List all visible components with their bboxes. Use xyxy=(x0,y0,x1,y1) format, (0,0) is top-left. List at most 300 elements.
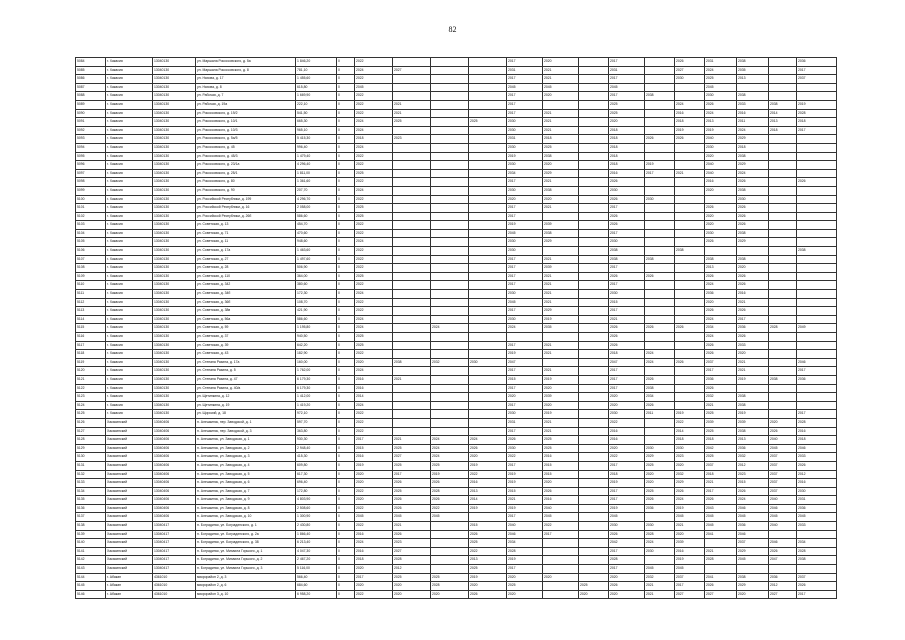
table-cell: 2034 xyxy=(645,393,675,402)
table-cell: 2027 xyxy=(393,453,431,462)
table-cell: Хакасинский xyxy=(106,427,153,436)
table-cell: 0 xyxy=(337,324,355,333)
table-cell: 13040130 xyxy=(153,178,196,187)
table-cell: 0 xyxy=(337,126,355,135)
table-cell: 1 866,40 xyxy=(296,530,337,539)
table-cell: г. Хакасия xyxy=(106,135,153,144)
table-cell: 2024 xyxy=(431,444,469,453)
table-cell xyxy=(675,272,705,281)
table-cell: 5121 xyxy=(76,375,106,384)
table-cell: 2019 xyxy=(469,504,507,513)
table-cell xyxy=(645,367,675,376)
table-cell xyxy=(579,238,609,247)
table-cell: 2026 xyxy=(705,272,737,281)
table-cell: г. Хакасия xyxy=(106,324,153,333)
table-cell: 2026 xyxy=(609,195,645,204)
table-cell: 2029 xyxy=(543,238,579,247)
table-cell: ул. Советская, д. 342 xyxy=(196,281,296,290)
table-row xyxy=(76,324,837,333)
table-cell: 2022 xyxy=(355,281,393,290)
table-cell: 2021 xyxy=(675,169,705,178)
table-cell: 2031 xyxy=(507,418,543,427)
table-cell: 0 xyxy=(337,238,355,247)
table-cell: 2030 xyxy=(645,547,675,556)
table-cell xyxy=(705,247,737,256)
table-cell: 2026 xyxy=(393,504,431,513)
table-cell xyxy=(431,298,469,307)
table-cell: 13040406 xyxy=(153,496,196,505)
table-cell: 13040417 xyxy=(153,530,196,539)
table-cell: 2026 xyxy=(609,272,645,281)
table-cell: 2025 xyxy=(393,461,431,470)
table-cell: 5094 xyxy=(76,143,106,152)
table-cell: 2031 xyxy=(797,496,837,505)
table-cell: 0 xyxy=(337,556,355,565)
table-cell: 2030 xyxy=(645,195,675,204)
table-cell xyxy=(645,556,675,565)
table-cell xyxy=(393,169,431,178)
table-cell: 2026 xyxy=(393,496,431,505)
table-cell: 2030 xyxy=(675,444,705,453)
table-cell: 6 179,30 xyxy=(296,375,337,384)
table-cell: 364,00 xyxy=(296,272,337,281)
table-cell: 0 xyxy=(337,504,355,513)
table-cell: 2019 xyxy=(469,573,507,582)
table-cell xyxy=(579,212,609,221)
table-cell xyxy=(393,324,431,333)
table-cell xyxy=(393,204,431,213)
table-cell: 2020 xyxy=(507,573,543,582)
table-cell xyxy=(737,565,769,574)
table-cell xyxy=(769,290,797,299)
table-cell: 0 xyxy=(337,307,355,316)
table-row xyxy=(76,143,837,152)
table-cell: Хакасинский xyxy=(106,418,153,427)
table-cell: 2020 xyxy=(769,418,797,427)
table-cell xyxy=(469,238,507,247)
table-cell xyxy=(769,333,797,342)
table-cell: 5146 xyxy=(76,590,106,599)
table-cell: ул. Рокоссовского, д. 90 xyxy=(196,186,296,195)
table-cell: 2016 xyxy=(543,496,579,505)
table-cell: 2026 xyxy=(705,582,737,591)
table-cell: 5104 xyxy=(76,229,106,238)
table-cell: 2026 xyxy=(737,281,769,290)
table-cell: ул. Степана Разина, д. 5 xyxy=(196,367,296,376)
table-cell: 182,90 xyxy=(296,350,337,359)
table-cell: 2026 xyxy=(645,401,675,410)
table-row xyxy=(76,350,837,359)
table-cell: 2011 xyxy=(737,118,769,127)
table-cell xyxy=(769,169,797,178)
table-cell xyxy=(431,161,469,170)
table-cell xyxy=(393,393,431,402)
table-cell xyxy=(579,504,609,513)
table-cell: 2030 xyxy=(507,315,543,324)
table-cell xyxy=(645,186,675,195)
table-cell: 5089 xyxy=(76,100,106,109)
table-cell: 2032 xyxy=(675,470,705,479)
table-cell: 506,90 xyxy=(296,264,337,273)
table-cell xyxy=(431,565,469,574)
table-cell: 5086 xyxy=(76,75,106,84)
table-cell: Хакасинский xyxy=(106,565,153,574)
table-cell: 13040130 xyxy=(153,100,196,109)
table-cell: 2036 xyxy=(769,573,797,582)
table-row xyxy=(76,272,837,281)
table-cell xyxy=(579,341,609,350)
table-row xyxy=(76,556,837,565)
table-cell: 2021 xyxy=(705,547,737,556)
table-cell: 948,60 xyxy=(296,238,337,247)
table-cell: п. Боградинск, ул. Михаила Горького, д. 3 xyxy=(196,565,296,574)
table-cell: 2027 xyxy=(705,590,737,599)
table-cell xyxy=(579,221,609,230)
table-cell: 2022 xyxy=(609,453,645,462)
table-cell xyxy=(393,247,431,256)
table-cell xyxy=(579,565,609,574)
table-cell: Хакасинский xyxy=(106,436,153,445)
table-cell: п. Алешкинск, ул. Заводская, д. 2 xyxy=(196,444,296,453)
table-cell: 5128 xyxy=(76,436,106,445)
table-cell: 2021 xyxy=(675,522,705,531)
table-cell: 2024 xyxy=(469,436,507,445)
table-cell: 2015 xyxy=(355,444,393,453)
table-cell xyxy=(737,384,769,393)
table-cell: 2015 xyxy=(469,522,507,531)
table-cell: п. Алешкинск, пер. Заводской, д. 1 xyxy=(196,418,296,427)
table-cell xyxy=(393,58,431,67)
table-cell: 2018 xyxy=(609,470,645,479)
table-row xyxy=(76,530,837,539)
table-cell: 2019 xyxy=(737,375,769,384)
table-cell: 2013 xyxy=(705,118,737,127)
table-cell: 4 047,30 xyxy=(296,547,337,556)
table-cell: 0 xyxy=(337,384,355,393)
table-cell: 2030 xyxy=(645,444,675,453)
table-cell: 4361010 xyxy=(153,590,196,599)
table-cell xyxy=(543,547,579,556)
table-cell xyxy=(393,281,431,290)
table-cell: 2016 xyxy=(355,530,393,539)
table-cell: 0 xyxy=(337,109,355,118)
table-cell: 0 xyxy=(337,401,355,410)
table-cell: 2043 xyxy=(705,504,737,513)
table-cell: 2026 xyxy=(797,178,837,187)
table-cell xyxy=(579,496,609,505)
table-cell: 2038 xyxy=(737,229,769,238)
table-cell: 2037 xyxy=(769,487,797,496)
table-cell: 13040130 xyxy=(153,126,196,135)
table-cell: 1 669,90 xyxy=(296,92,337,101)
table-cell: 2026 xyxy=(609,341,645,350)
table-cell: 2022 xyxy=(355,590,393,599)
table-cell: 0 xyxy=(337,272,355,281)
table-cell: 2018 xyxy=(609,126,645,135)
table-cell xyxy=(579,436,609,445)
table-cell xyxy=(675,393,705,402)
table-cell: 2046 xyxy=(507,530,543,539)
table-cell xyxy=(431,126,469,135)
table-cell xyxy=(769,66,797,75)
table-cell xyxy=(769,565,797,574)
table-cell xyxy=(579,513,609,522)
table-cell xyxy=(645,341,675,350)
table-cell: п. Боградинск, ул. Михаила Горького, д. 2 xyxy=(196,556,296,565)
table-cell: 13040130 xyxy=(153,307,196,316)
table-cell: 5088 xyxy=(76,92,106,101)
table-cell: 5109 xyxy=(76,272,106,281)
table-cell: 940,50 xyxy=(296,333,337,342)
table-cell: 2020 xyxy=(543,58,579,67)
table-cell: 2038 xyxy=(737,401,769,410)
table-cell xyxy=(469,341,507,350)
table-cell: 2017 xyxy=(797,126,837,135)
table-cell xyxy=(579,547,609,556)
table-cell: 172,80 xyxy=(296,487,337,496)
table-cell: 2025 xyxy=(469,118,507,127)
table-cell: 965,10 xyxy=(296,126,337,135)
table-cell: 5106 xyxy=(76,247,106,256)
table-cell: г. Хакасия xyxy=(106,350,153,359)
table-cell: 2036 xyxy=(737,324,769,333)
table-cell: 2017 xyxy=(507,401,543,410)
table-cell: 2021 xyxy=(737,358,769,367)
table-cell xyxy=(579,109,609,118)
table-cell xyxy=(431,522,469,531)
table-cell: 665,30 xyxy=(296,118,337,127)
table-cell xyxy=(431,247,469,256)
table-cell: 2024 xyxy=(355,126,393,135)
table-cell: 5098 xyxy=(76,178,106,187)
table-cell xyxy=(675,333,705,342)
table-cell: г. Хакасия xyxy=(106,118,153,127)
table-cell: 2021 xyxy=(645,582,675,591)
table-cell: 2021 xyxy=(737,367,769,376)
table-cell: г. Хакасия xyxy=(106,109,153,118)
table-cell: Хакасинский xyxy=(106,547,153,556)
table-cell: 2017 xyxy=(507,272,543,281)
table-cell xyxy=(769,212,797,221)
table-cell: 2025 xyxy=(543,436,579,445)
table-cell: 13040130 xyxy=(153,83,196,92)
table-cell: 2016 xyxy=(705,178,737,187)
table-cell xyxy=(431,212,469,221)
table-cell: 5084 xyxy=(76,58,106,67)
table-cell: 2017 xyxy=(507,461,543,470)
table-cell: 2024 xyxy=(355,66,393,75)
table-cell: 5140 xyxy=(76,539,106,548)
table-cell: 2016 xyxy=(355,384,393,393)
table-cell: 380,60 xyxy=(296,281,337,290)
table-row xyxy=(76,135,837,144)
table-cell: 0 xyxy=(337,161,355,170)
table-cell: 2025 xyxy=(469,565,507,574)
table-cell: ул. Советская, д. 34б xyxy=(196,290,296,299)
table-cell: 13040130 xyxy=(153,341,196,350)
table-cell: п. Алешкинск, ул. Заводская, д. 7 xyxy=(196,487,296,496)
table-cell xyxy=(645,75,675,84)
table-row xyxy=(76,126,837,135)
table-cell: г. Хакасия xyxy=(106,186,153,195)
table-cell xyxy=(797,281,837,290)
table-cell: 2013 xyxy=(469,556,507,565)
table-cell: ул. Рокоссовского, д. 25/1 xyxy=(196,169,296,178)
table-cell: 2021 xyxy=(543,272,579,281)
table-cell: ул. Советская, д. 28 xyxy=(196,264,296,273)
table-cell: 13040130 xyxy=(153,169,196,178)
table-cell: 0 xyxy=(337,418,355,427)
table-cell: Хакасинский xyxy=(106,539,153,548)
table-cell: 2022 xyxy=(355,264,393,273)
table-cell: 13040130 xyxy=(153,375,196,384)
table-cell xyxy=(769,358,797,367)
table-cell: 2036 xyxy=(645,504,675,513)
table-cell: 2039 xyxy=(543,264,579,273)
table-cell xyxy=(645,238,675,247)
table-cell xyxy=(579,315,609,324)
table-cell: 2045 xyxy=(609,513,645,522)
table-cell: 2028 xyxy=(705,556,737,565)
table-row xyxy=(76,100,837,109)
table-cell: 2022 xyxy=(355,100,393,109)
table-cell: 13040130 xyxy=(153,281,196,290)
table-cell: 2024 xyxy=(737,126,769,135)
table-cell: 2017 xyxy=(609,307,645,316)
table-cell xyxy=(393,75,431,84)
table-cell: 2021 xyxy=(609,315,645,324)
table-cell xyxy=(797,333,837,342)
table-cell: 2020 xyxy=(609,393,645,402)
table-cell xyxy=(431,169,469,178)
table-cell xyxy=(469,109,507,118)
table-cell xyxy=(393,401,431,410)
table-cell: г. Хакасия xyxy=(106,333,153,342)
table-cell: 2022 xyxy=(355,195,393,204)
table-cell: 2022 xyxy=(355,229,393,238)
table-cell: 2026 xyxy=(431,479,469,488)
table-cell: 2019 xyxy=(543,375,579,384)
table-cell: 2030 xyxy=(609,186,645,195)
table-cell: 2013 xyxy=(769,118,797,127)
table-cell: 0 xyxy=(337,487,355,496)
table-cell: 2017 xyxy=(609,496,645,505)
table-cell: 2031 xyxy=(507,66,543,75)
table-cell: 2034 xyxy=(797,539,837,548)
table-cell: г. Хакасия xyxy=(106,315,153,324)
table-cell: 2017 xyxy=(507,212,543,221)
table-cell xyxy=(393,161,431,170)
table-row xyxy=(76,418,837,427)
table-cell: 2037 xyxy=(797,573,837,582)
table-cell: 2011 xyxy=(645,410,675,419)
table-cell xyxy=(431,204,469,213)
table-cell: 2038 xyxy=(737,573,769,582)
table-cell: 2045 xyxy=(543,83,579,92)
table-cell: 2036 xyxy=(797,504,837,513)
table-cell: 2036 xyxy=(737,444,769,453)
table-cell: 2031 xyxy=(705,58,737,67)
table-cell: 2045 xyxy=(507,229,543,238)
table-cell: 2047 xyxy=(507,358,543,367)
table-cell: 2017 xyxy=(507,565,543,574)
table-cell: ул. Рокоссовского, д. 45 xyxy=(196,143,296,152)
table-cell xyxy=(645,315,675,324)
table-cell xyxy=(797,221,837,230)
table-cell: 2045 xyxy=(355,513,393,522)
table-cell: 2030 xyxy=(507,186,543,195)
table-cell xyxy=(675,341,705,350)
table-cell: 2039 xyxy=(543,393,579,402)
table-cell xyxy=(469,324,507,333)
table-cell: ул. Советская, д. 59 xyxy=(196,324,296,333)
table-cell: 2022 xyxy=(355,487,393,496)
table-cell: 2045 xyxy=(543,513,579,522)
table-cell: 2026 xyxy=(393,479,431,488)
table-cell: 2026 xyxy=(769,427,797,436)
table-cell: 2021 xyxy=(645,590,675,599)
table-cell xyxy=(645,178,675,187)
table-cell: 2024 xyxy=(705,66,737,75)
table-cell: 2030 xyxy=(609,410,645,419)
table-cell: 1 762,00 xyxy=(296,367,337,376)
table-cell xyxy=(469,212,507,221)
table-cell xyxy=(579,118,609,127)
table-cell: 5123 xyxy=(76,393,106,402)
table-cell xyxy=(579,427,609,436)
table-cell: 2016 xyxy=(355,453,393,462)
table-row xyxy=(76,479,837,488)
table-cell xyxy=(469,418,507,427)
table-cell: 2037 xyxy=(769,461,797,470)
table-cell xyxy=(797,238,837,247)
table-cell xyxy=(543,590,579,599)
table-cell xyxy=(579,75,609,84)
table-cell: 2026 xyxy=(645,375,675,384)
table-cell: Хакасинский xyxy=(106,487,153,496)
table-cell xyxy=(797,298,837,307)
table-cell: Хакасинский xyxy=(106,479,153,488)
table-cell: 2045 xyxy=(609,83,645,92)
table-cell: ул. Советская, д. 17а xyxy=(196,247,296,256)
table-cell: 2027 xyxy=(675,66,705,75)
table-cell xyxy=(431,418,469,427)
table-cell: 2025 xyxy=(355,204,393,213)
table-cell xyxy=(579,367,609,376)
table-cell: 2016 xyxy=(609,436,645,445)
table-cell xyxy=(579,298,609,307)
table-cell: 2016 xyxy=(355,375,393,384)
table-row xyxy=(76,169,837,178)
table-cell xyxy=(543,358,579,367)
table-row xyxy=(76,161,837,170)
table-cell xyxy=(431,307,469,316)
table-cell: 2020 xyxy=(543,384,579,393)
table-cell: 2017 xyxy=(737,315,769,324)
table-cell: 2021 xyxy=(705,401,737,410)
table-cell: 2038 xyxy=(645,255,675,264)
table-cell xyxy=(645,109,675,118)
table-cell: 2013 xyxy=(737,436,769,445)
table-cell: 2016 xyxy=(737,109,769,118)
table-cell: 5145 xyxy=(76,582,106,591)
table-row xyxy=(76,58,837,67)
table-cell: 684,60 xyxy=(296,582,337,591)
table-cell xyxy=(431,401,469,410)
table-cell: 2028 xyxy=(393,556,431,565)
table-cell: 2027 xyxy=(393,66,431,75)
table-cell xyxy=(393,315,431,324)
